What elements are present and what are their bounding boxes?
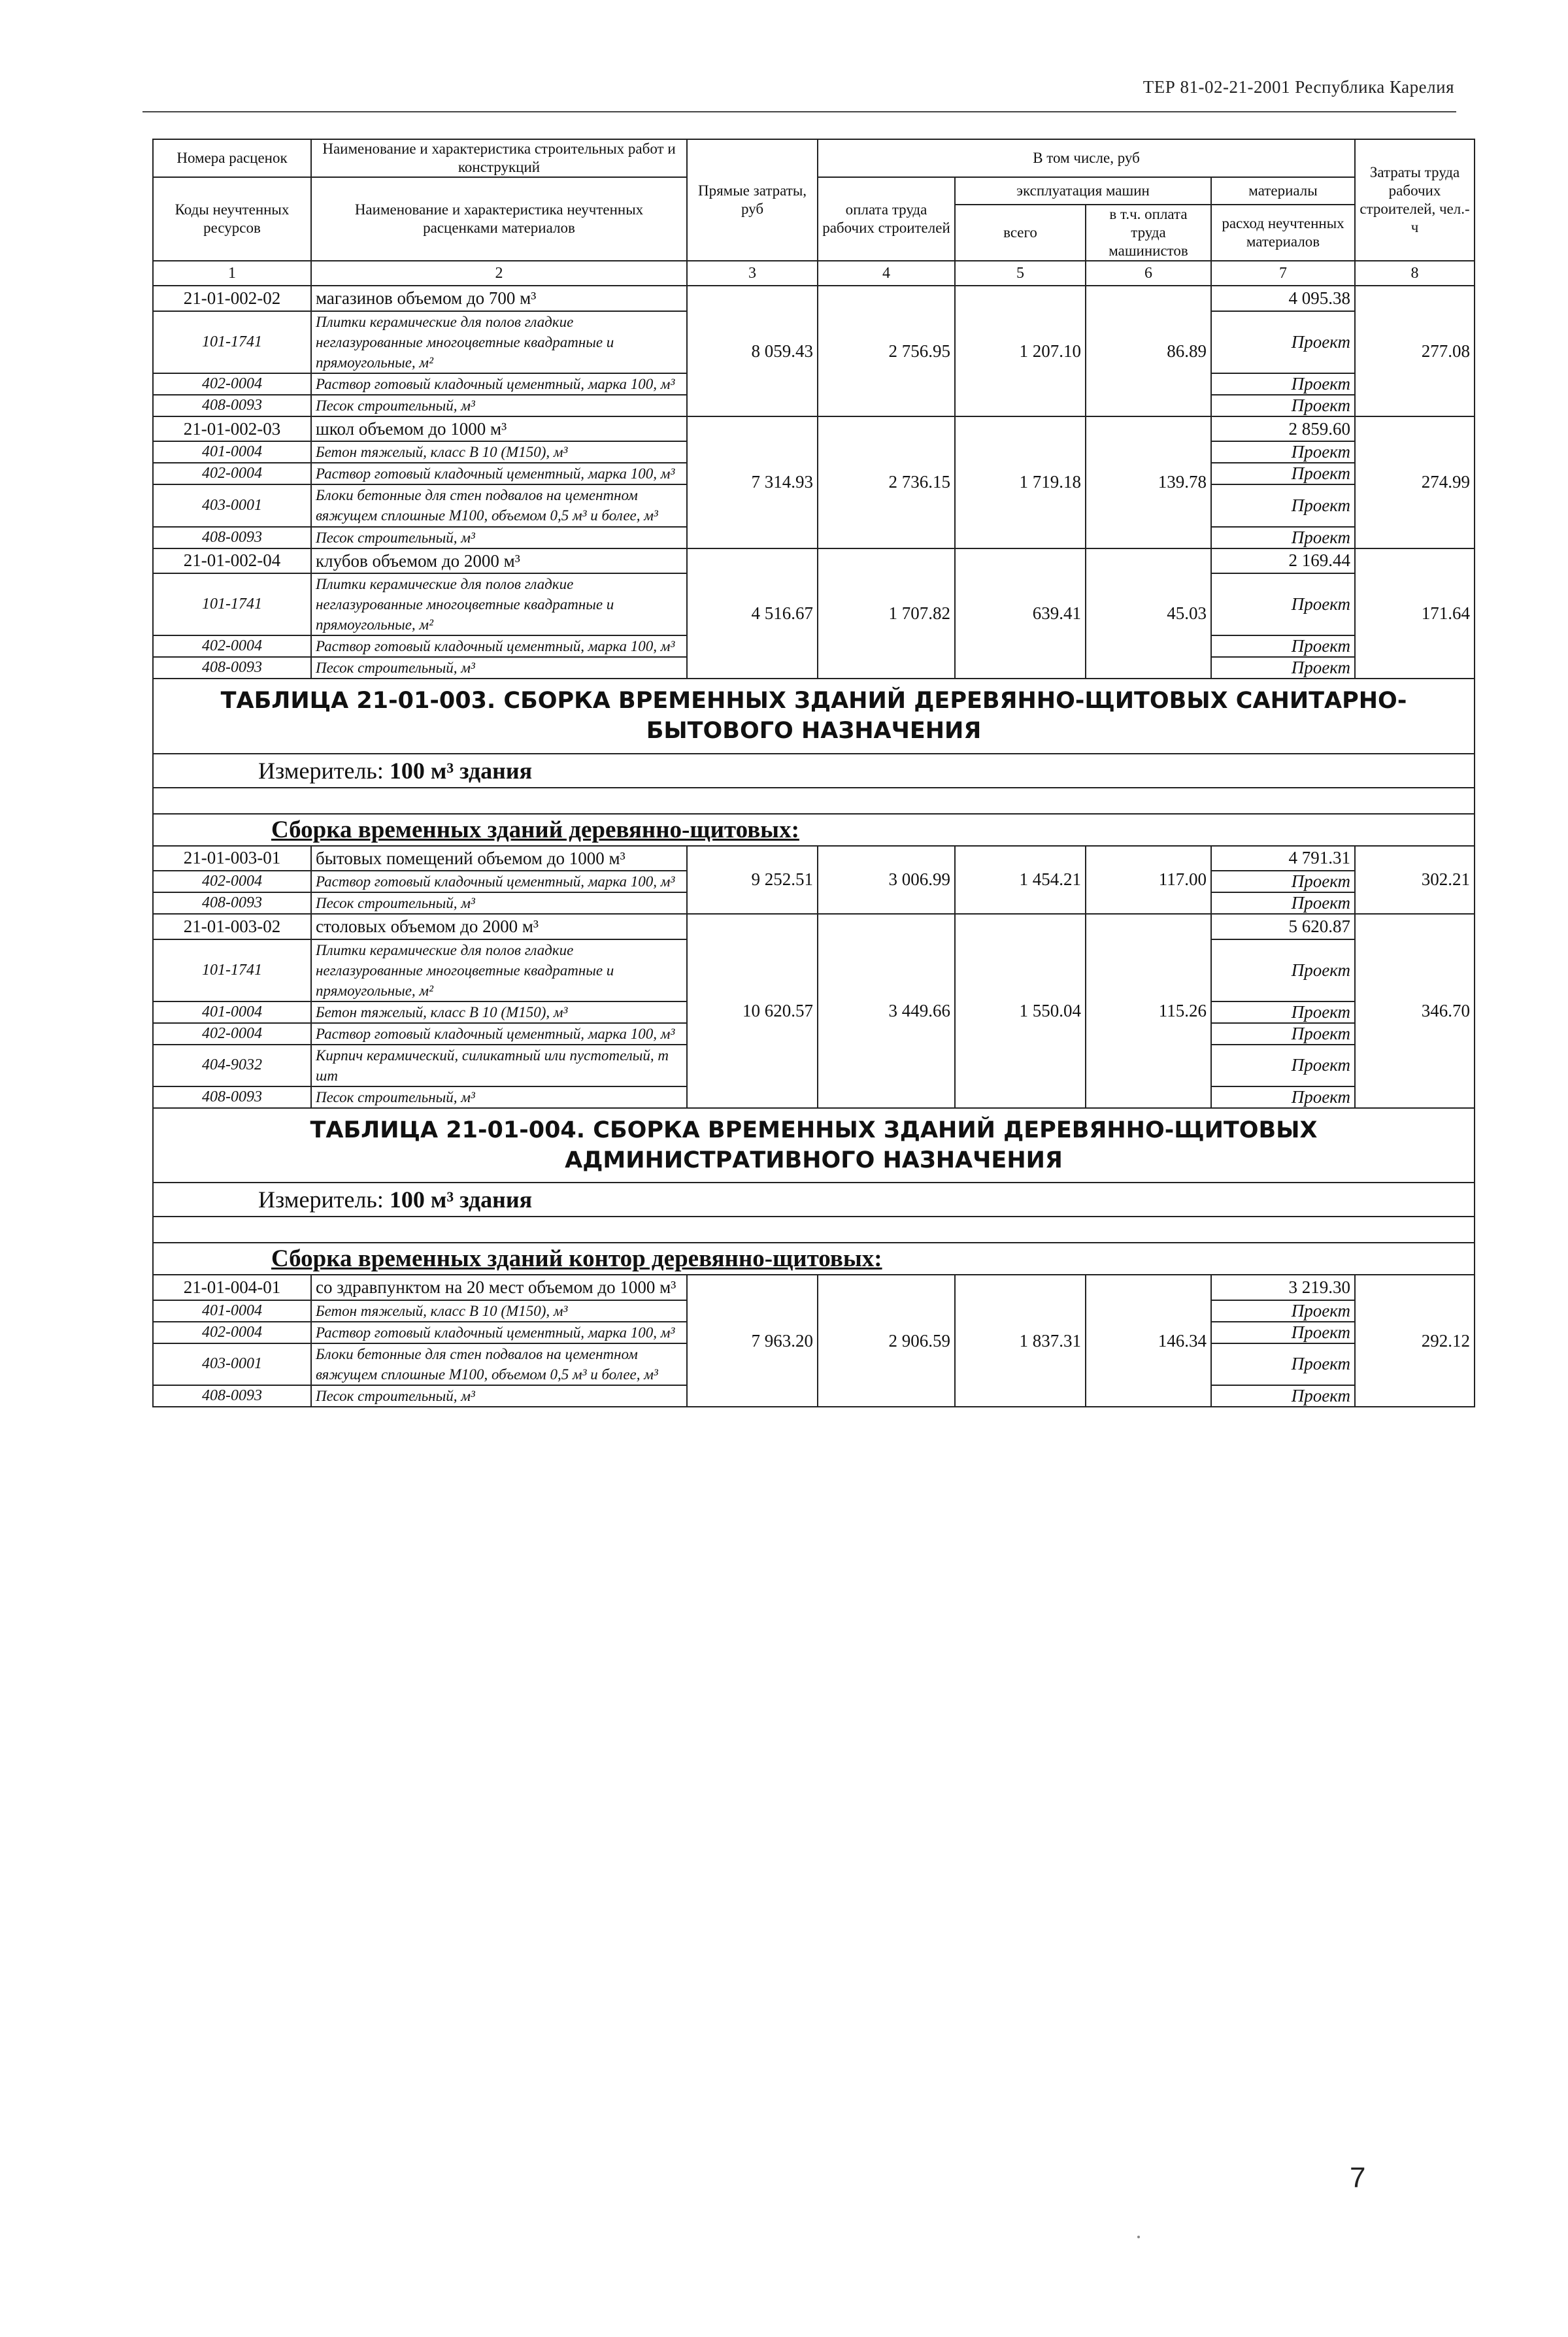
rate-code: 21-01-003-01	[153, 846, 311, 871]
value-direct: 10 620.57	[687, 914, 818, 1108]
project-marker: Проект	[1211, 1086, 1355, 1108]
resource-code: 403-0001	[153, 484, 311, 526]
value-mach: 639.41	[955, 548, 1086, 679]
column-number: 3	[687, 261, 818, 286]
col-worker-pay: оплата труда рабочих строителей	[818, 177, 955, 261]
unit-label: Измеритель:	[258, 757, 384, 784]
col-group-materials: материалы	[1211, 177, 1355, 205]
resource-name: Блоки бетонные для стен подвалов на цементном вяжущем сплошные М100, объемом 0,5 м³ и более, м³	[311, 484, 687, 526]
value-labor: 2 736.15	[818, 416, 955, 548]
resource-name: Раствор готовый кладочный цементный, марка 100, м³	[311, 1322, 687, 1343]
col-group-machines: эксплуатация машин	[955, 177, 1211, 205]
unit-label: Измеритель:	[258, 1186, 384, 1213]
resource-name: Песок строительный, м³	[311, 1086, 687, 1108]
resource-code: 402-0004	[153, 635, 311, 657]
work-name: столовых объемом до 2000 м³	[311, 914, 687, 939]
project-marker: Проект	[1211, 463, 1355, 484]
value-direct: 7 963.20	[687, 1275, 818, 1407]
col-machines-total: всего	[955, 205, 1086, 261]
section-heading	[153, 1243, 1475, 1275]
resource-name: Плитки керамические для полов гладкие неглазурованные многоцветные квадратные и прямоугольные, м²	[311, 573, 687, 635]
project-marker: Проект	[1211, 1023, 1355, 1045]
col-machinist-pay: в т.ч. оплата труда машинистов	[1086, 205, 1211, 261]
column-number: 5	[955, 261, 1086, 286]
resource-code: 408-0093	[153, 657, 311, 679]
project-marker: Проект	[1211, 1385, 1355, 1407]
column-number: 1	[153, 261, 311, 286]
resource-code: 401-0004	[153, 441, 311, 463]
table-21-01-002-rows	[153, 286, 1475, 679]
section-heading-text: Сборка временных зданий контор деревянно-щитовых:	[271, 1245, 882, 1273]
resource-code: 408-0093	[153, 1086, 311, 1108]
column-number: 8	[1355, 261, 1475, 286]
scan-speck	[1137, 2236, 1140, 2238]
unit-value: 100 м³ здания	[389, 1186, 533, 1213]
unit-of-measure	[153, 754, 1475, 788]
resource-code: 402-0004	[153, 1023, 311, 1045]
project-marker: Проект	[1211, 657, 1355, 679]
value-mach_labor: 45.03	[1086, 548, 1211, 679]
work-name: бытовых помещений объемом до 1000 м³	[311, 846, 687, 871]
resource-code: 401-0004	[153, 1300, 311, 1322]
resource-code: 408-0093	[153, 1385, 311, 1407]
resource-name: Песок строительный, м³	[311, 657, 687, 679]
project-marker: Проект	[1211, 1001, 1355, 1023]
value-hours: 277.08	[1355, 286, 1475, 416]
project-marker: Проект	[1211, 939, 1355, 1001]
project-marker: Проект	[1211, 527, 1355, 548]
resource-code: 408-0093	[153, 395, 311, 416]
work-name: магазинов объемом до 700 м³	[311, 286, 687, 311]
rate-code: 21-01-002-02	[153, 286, 311, 311]
spacer-row	[153, 788, 1475, 814]
section-heading-text: Сборка временных зданий деревянно-щитовых:	[271, 816, 799, 843]
value-mat: 4 095.38	[1211, 286, 1355, 311]
resource-name: Кирпич керамический, силикатный или пустотелый, т шт	[311, 1045, 687, 1086]
value-mat: 5 620.87	[1211, 914, 1355, 939]
rate-row	[153, 286, 1475, 311]
resource-code: 402-0004	[153, 1322, 311, 1343]
value-labor: 3 006.99	[818, 846, 955, 915]
table-21-01-004-heading	[153, 1108, 1475, 1275]
resource-code: 408-0093	[153, 527, 311, 548]
document-code-header: ТЕР 81-02-21-2001 Республика Карелия	[1143, 77, 1454, 97]
project-marker: Проект	[1211, 573, 1355, 635]
work-name: со здравпунктом на 20 мест объемом до 1000 м³	[311, 1275, 687, 1300]
col-labor-hours: Затраты труда рабочих строителей, чел.-ч	[1355, 139, 1475, 261]
value-hours: 171.64	[1355, 548, 1475, 679]
value-mach: 1 837.31	[955, 1275, 1086, 1407]
table-header	[153, 139, 1475, 286]
value-direct: 8 059.43	[687, 286, 818, 416]
col-work-name: Наименование и характеристика строительных работ и конструкций	[311, 139, 687, 177]
value-mat: 4 791.31	[1211, 846, 1355, 871]
spacer-row	[153, 1217, 1475, 1243]
rate-code: 21-01-002-03	[153, 416, 311, 441]
value-mach_labor: 115.26	[1086, 914, 1211, 1108]
col-resource-code: Коды неучтенных ресурсов	[153, 177, 311, 261]
column-number: 4	[818, 261, 955, 286]
value-hours: 302.21	[1355, 846, 1475, 915]
work-name: школ объемом до 1000 м³	[311, 416, 687, 441]
value-direct: 7 314.93	[687, 416, 818, 548]
project-marker: Проект	[1211, 311, 1355, 373]
value-hours: 292.12	[1355, 1275, 1475, 1407]
rate-row	[153, 416, 1475, 441]
table-21-01-003-heading	[153, 679, 1475, 845]
resource-name: Плитки керамические для полов гладкие неглазурованные многоцветные квадратные и прямоугольные, м²	[311, 311, 687, 373]
value-mach: 1 207.10	[955, 286, 1086, 416]
resource-name: Бетон тяжелый, класс В 10 (М150), м³	[311, 1300, 687, 1322]
resource-name: Раствор готовый кладочный цементный, марка 100, м³	[311, 463, 687, 484]
value-mach_labor: 139.78	[1086, 416, 1211, 548]
header-rule	[142, 111, 1456, 112]
resource-name: Песок строительный, м³	[311, 527, 687, 548]
resource-code: 404-9032	[153, 1045, 311, 1086]
resource-code: 408-0093	[153, 892, 311, 914]
value-labor: 2 906.59	[818, 1275, 955, 1407]
col-unaccounted-materials: расход неучтенных материалов	[1211, 205, 1355, 261]
unit-of-measure	[153, 1183, 1475, 1217]
column-number: 2	[311, 261, 687, 286]
table-21-01-003-rows	[153, 846, 1475, 1108]
resource-name: Песок строительный, м³	[311, 1385, 687, 1407]
resource-code: 101-1741	[153, 311, 311, 373]
resource-code: 401-0004	[153, 1001, 311, 1023]
project-marker: Проект	[1211, 441, 1355, 463]
resource-name: Плитки керамические для полов гладкие неглазурованные многоцветные квадратные и прямоугольные, м²	[311, 939, 687, 1001]
resource-name: Блоки бетонные для стен подвалов на цементном вяжущем сплошные М100, объемом 0,5 м³ и более, м³	[311, 1343, 687, 1385]
resource-name: Песок строительный, м³	[311, 395, 687, 416]
col-direct-costs: Прямые затраты, руб	[687, 139, 818, 261]
resource-name: Раствор готовый кладочный цементный, марка 100, м³	[311, 1023, 687, 1045]
resource-name: Песок строительный, м³	[311, 892, 687, 914]
section-heading	[153, 814, 1475, 846]
resource-code: 101-1741	[153, 573, 311, 635]
value-labor: 1 707.82	[818, 548, 955, 679]
col-rate-number: Номера расценок	[153, 139, 311, 177]
value-mach_labor: 146.34	[1086, 1275, 1211, 1407]
unit-value: 100 м³ здания	[389, 757, 533, 784]
value-mach: 1 550.04	[955, 914, 1086, 1108]
project-marker: Проект	[1211, 635, 1355, 657]
project-marker: Проект	[1211, 1300, 1355, 1322]
project-marker: Проект	[1211, 373, 1355, 395]
resource-name: Раствор готовый кладочный цементный, марка 100, м³	[311, 373, 687, 395]
value-hours: 274.99	[1355, 416, 1475, 548]
rate-row	[153, 548, 1475, 573]
rate-code: 21-01-004-01	[153, 1275, 311, 1300]
table-title: ТАБЛИЦА 21-01-003. СБОРКА ВРЕМЕННЫХ ЗДАНИЙ ДЕРЕВЯННО-ЩИТОВЫХ САНИТАРНО-БЫТОВОГО НАЗНАЧЕНИЯ	[153, 679, 1475, 753]
resource-code: 402-0004	[153, 463, 311, 484]
column-number: 6	[1086, 261, 1211, 286]
page-number: 7	[1350, 2162, 1366, 2194]
table-21-01-004-rows	[153, 1275, 1475, 1407]
project-marker: Проект	[1211, 395, 1355, 416]
project-marker: Проект	[1211, 892, 1355, 914]
value-mat: 2 169.44	[1211, 548, 1355, 573]
work-name: клубов объемом до 2000 м³	[311, 548, 687, 573]
value-direct: 4 516.67	[687, 548, 818, 679]
value-mach_labor: 86.89	[1086, 286, 1211, 416]
resource-code: 402-0004	[153, 871, 311, 892]
value-mat: 2 859.60	[1211, 416, 1355, 441]
value-mach: 1 454.21	[955, 846, 1086, 915]
value-direct: 9 252.51	[687, 846, 818, 915]
resource-code: 403-0001	[153, 1343, 311, 1385]
resource-code: 101-1741	[153, 939, 311, 1001]
value-mat: 3 219.30	[1211, 1275, 1355, 1300]
project-marker: Проект	[1211, 1045, 1355, 1086]
resource-name: Бетон тяжелый, класс В 10 (М150), м³	[311, 441, 687, 463]
rates-table	[152, 139, 1475, 1407]
resource-name: Раствор готовый кладочный цементный, марка 100, м³	[311, 635, 687, 657]
value-labor: 3 449.66	[818, 914, 955, 1108]
table-title: ТАБЛИЦА 21-01-004. СБОРКА ВРЕМЕННЫХ ЗДАНИЙ ДЕРЕВЯННО-ЩИТОВЫХ АДМИНИСТРАТИВНОГО НАЗНАЧЕНИЯ	[153, 1108, 1475, 1183]
col-material-name: Наименование и характеристика неучтенных расценками материалов	[311, 177, 687, 261]
rate-code: 21-01-003-02	[153, 914, 311, 939]
project-marker: Проект	[1211, 484, 1355, 526]
resource-code: 402-0004	[153, 373, 311, 395]
project-marker: Проект	[1211, 871, 1355, 892]
value-hours: 346.70	[1355, 914, 1475, 1108]
column-number: 7	[1211, 261, 1355, 286]
value-labor: 2 756.95	[818, 286, 955, 416]
rate-row	[153, 914, 1475, 939]
resource-name: Бетон тяжелый, класс В 10 (М150), м³	[311, 1001, 687, 1023]
project-marker: Проект	[1211, 1343, 1355, 1385]
rate-row	[153, 846, 1475, 871]
value-mach: 1 719.18	[955, 416, 1086, 548]
resource-name: Раствор готовый кладочный цементный, марка 100, м³	[311, 871, 687, 892]
rate-row	[153, 1275, 1475, 1300]
column-numbers-row	[153, 261, 1475, 286]
project-marker: Проект	[1211, 1322, 1355, 1343]
col-group-including: В том числе, руб	[818, 139, 1355, 177]
value-mach_labor: 117.00	[1086, 846, 1211, 915]
rate-code: 21-01-002-04	[153, 548, 311, 573]
